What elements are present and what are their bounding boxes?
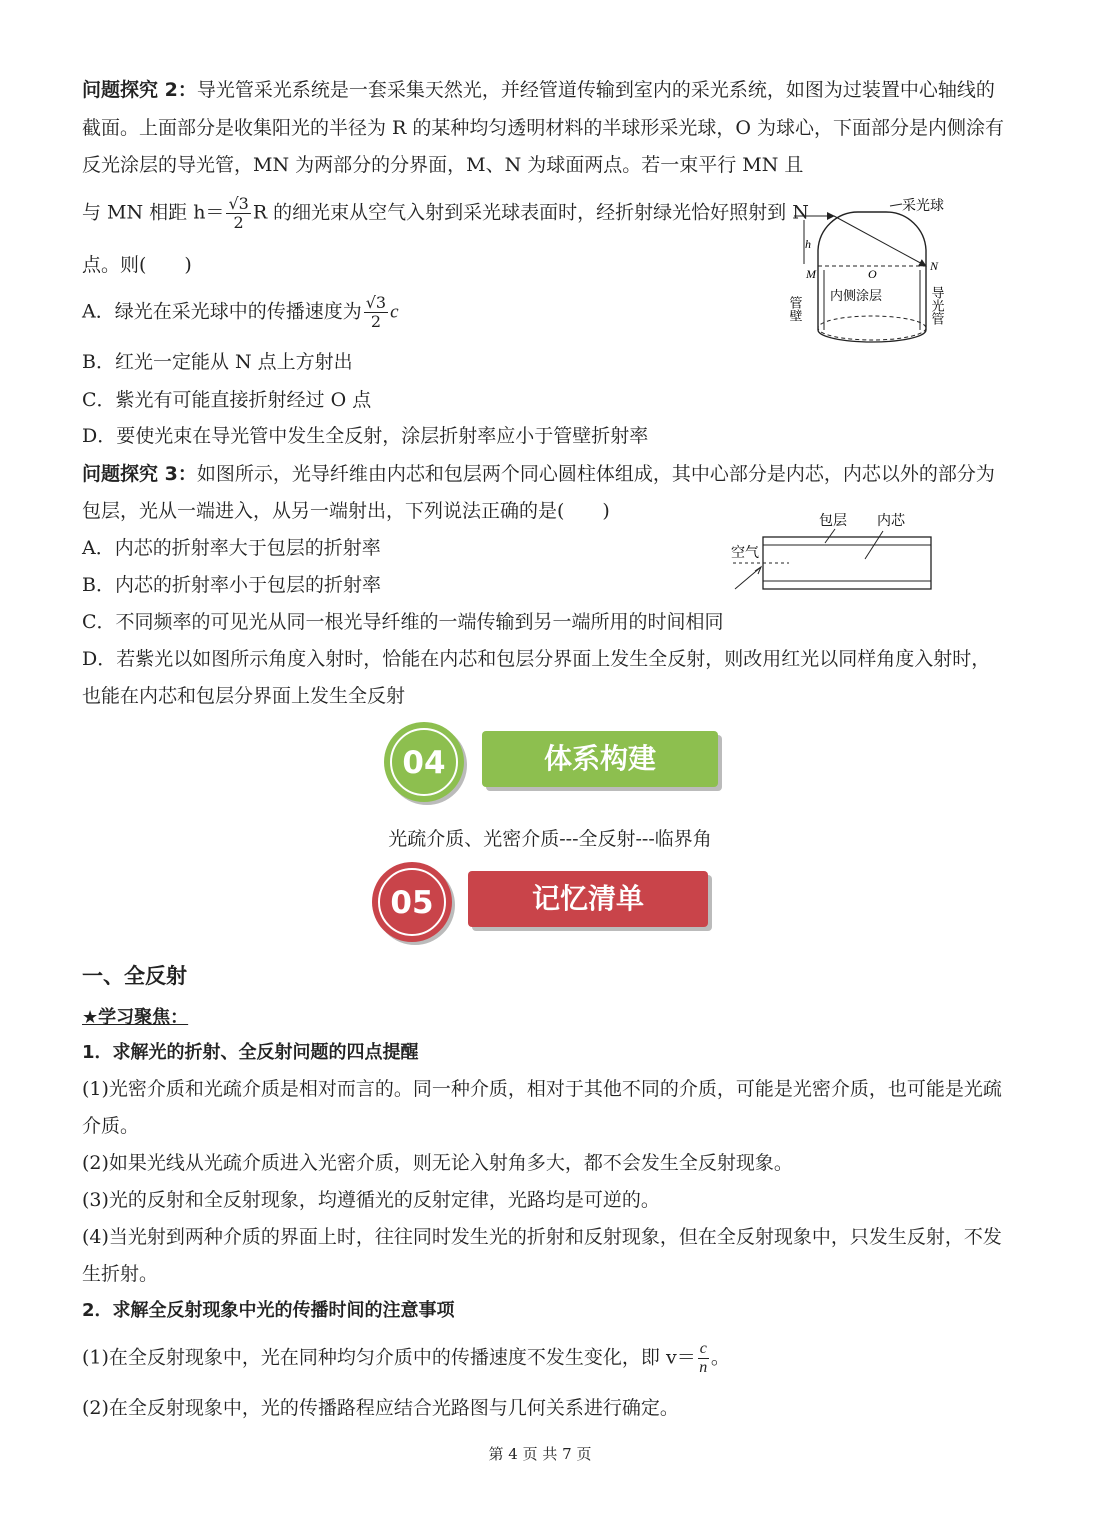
- svg-text:管壁: 管壁: [786, 296, 802, 322]
- svg-text:空气: 空气: [731, 545, 759, 561]
- problem3-option-b: B．内芯的折射率小于包层的折射率: [82, 574, 381, 596]
- fraction: $\frac{c}{n}$: [699, 1340, 708, 1376]
- problem2-line2: 截面。上面部分是收集阳光的半径为 R 的某种均匀透明材料的半球形采光球，O 为球心，下面部分是内侧涂有: [82, 117, 1005, 139]
- section-05-badge: [368, 858, 458, 948]
- problem3-option-a: A．内芯的折射率大于包层的折射率: [82, 537, 381, 559]
- problem2-option-a: A．绿光在采光球中的传播速度为 $\frac{√3}{2}$ c: [82, 293, 399, 331]
- problem3-option-c: C．不同频率的可见光从同一根光导纤维的一端传输到另一端所用的时间相同: [82, 611, 724, 633]
- problem3-line1: 问题探究 3：如图所示，光导纤维由内芯和包层两个同心圆柱体组成，其中心部分是内芯，内芯以外的部分为: [82, 463, 995, 485]
- svg-text:04: 04: [402, 745, 446, 781]
- svg-text:h: h: [805, 237, 811, 251]
- system-construction-text: 光疏介质、光密介质---全反射---临界角: [388, 828, 712, 850]
- memory-p2: (2)如果光线从光疏介质进入光密介质，则无论入射角多大，都不会发生全反射现象。: [82, 1152, 793, 1174]
- section-04-title: 体系构建: [482, 731, 718, 787]
- problem2-option-b: B．红光一定能从 N 点上方射出: [82, 351, 353, 373]
- problem3-label: 问题探究 3：: [82, 463, 197, 485]
- learning-focus: ★学习聚焦：: [82, 1007, 189, 1028]
- item1-title: 1．求解光的折射、全反射问题的四点提醒: [82, 1042, 419, 1063]
- item2-title: 2．求解全反射现象中光的传播时间的注意事项: [82, 1300, 455, 1321]
- svg-text:M: M: [806, 267, 816, 281]
- page-footer: 第 4 页 共 7 页: [488, 1445, 592, 1463]
- memory-q1: (1)在全反射现象中，光在同种均匀介质中的传播速度不发生变化，即 v＝ $\frac{c}{n}$ 。: [82, 1340, 730, 1376]
- memory-q2: (2)在全反射现象中，光的传播路程应结合光路图与几何关系进行确定。: [82, 1397, 679, 1419]
- section-04-badge: [380, 718, 470, 808]
- memory-p1b: 介质。: [82, 1115, 140, 1137]
- svg-text:导光管: 导光管: [928, 286, 944, 325]
- fraction: $\frac{√3}{2}$: [228, 194, 249, 232]
- svg-text:内侧涂层: 内侧涂层: [830, 289, 883, 304]
- light-pipe-diagram: [786, 190, 960, 345]
- optical-fiber-diagram: [725, 505, 940, 597]
- problem2-option-c: C．紫光有可能直接折射经过 O 点: [82, 389, 372, 411]
- problem2-line5: 点。则( ): [82, 254, 192, 276]
- problem2-label: 问题探究 2：: [82, 79, 197, 101]
- section-05-title: 记忆清单: [468, 871, 708, 927]
- problem2-line1: 问题探究 2：导光管采光系统是一套采集天然光，并经管道传输到室内的采光系统，如图为过装置中心轴线的: [82, 79, 995, 101]
- svg-text:内芯: 内芯: [877, 513, 905, 529]
- memory-heading: 一、全反射: [82, 964, 187, 988]
- svg-text:N: N: [930, 259, 939, 273]
- problem2-line3: 反光涂层的导光管，MN 为两部分的分界面，M、N 为球面两点。若一束平行 MN 且: [82, 154, 804, 176]
- svg-text:包层: 包层: [819, 513, 847, 529]
- svg-text:O: O: [868, 267, 877, 281]
- memory-p3: (3)光的反射和全反射现象，均遵循光的反射定律，光路均是可逆的。: [82, 1189, 660, 1211]
- problem2-line4: 与 MN 相距 h＝ $\frac{√3}{2}$ R 的细光束从空气入射到采光球表面时，经折射绿光恰好照射到 N: [82, 194, 809, 232]
- problem3-option-d-line1: D．若紫光以如图所示角度入射时，恰能在内芯和包层分界面上发生全反射，则改用红光以同样角度入射时，: [82, 648, 991, 670]
- fraction: $\frac{√3}{2}$: [365, 293, 387, 331]
- memory-p4b: 生折射。: [82, 1263, 159, 1285]
- svg-text:05: 05: [390, 885, 434, 921]
- memory-p1a: (1)光密介质和光疏介质是相对而言的。同一种介质，相对于其他不同的介质，可能是光密介质，也可能是光疏: [82, 1078, 1002, 1100]
- ball-label: 采光球: [902, 198, 944, 214]
- memory-p4a: (4)当光射到两种介质的界面上时，往往同时发生光的折射和反射现象，但在全反射现象中，只发生反射，不发: [82, 1226, 1002, 1248]
- problem2-option-d: D．要使光束在导光管中发生全反射，涂层折射率应小于管壁折射率: [82, 425, 649, 447]
- problem3-option-d-line2: 也能在内芯和包层分界面上发生全反射: [82, 685, 406, 707]
- problem3-line2: 包层，光从一端进入，从另一端射出，下列说法正确的是( ): [82, 500, 610, 522]
